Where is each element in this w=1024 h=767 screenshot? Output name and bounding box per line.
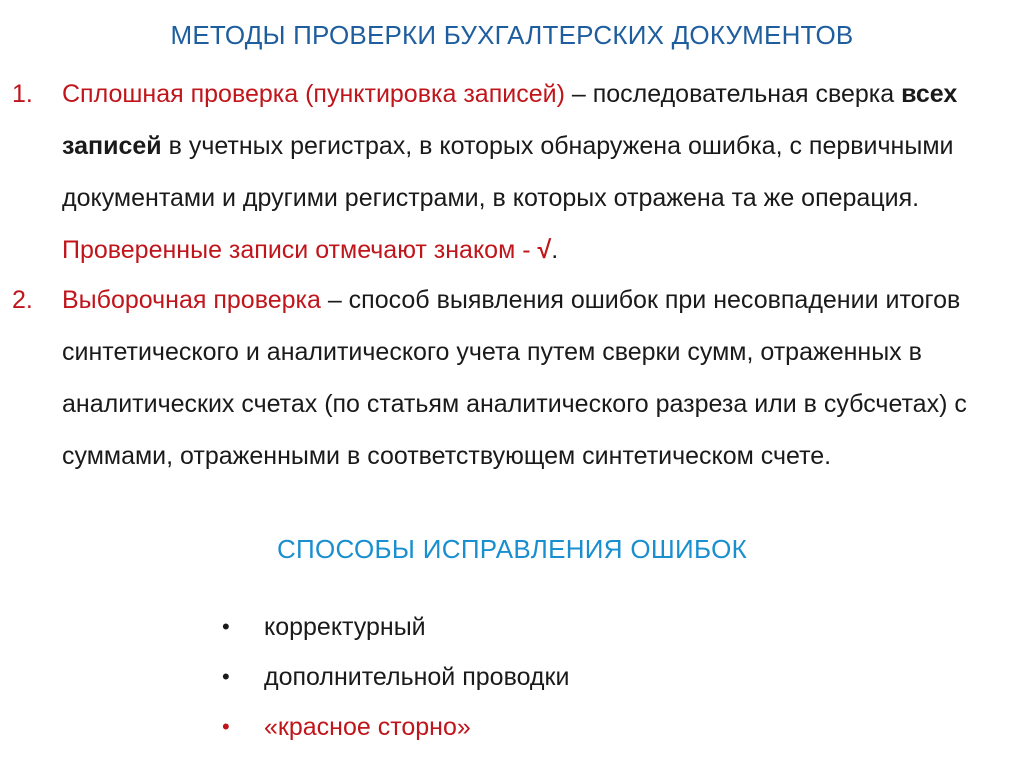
item-number: 1. — [12, 80, 33, 108]
slide-title: МЕТОДЫ ПРОВЕРКИ БУХГАЛТЕРСКИХ ДОКУМЕНТОВ — [170, 20, 854, 50]
list-item-label: корректурный — [264, 613, 426, 641]
item-text: – способ выявления ошибок при несовпадении итогов синтетического и аналитического учета путем сверки сумм, отраженных в аналитических счетах (по статьям аналитического разреза или в субсчетах) с суммами, отраженными в соответствующем синтетическом счете. — [62, 286, 967, 470]
item-text: в учетных регистрах, в которых обнаружена ошибка, с первичными документами и другими регистрами, в которых отражена та же операция. — [62, 132, 954, 212]
list-item — [222, 602, 922, 652]
item-body — [62, 274, 1012, 482]
item-number: 2. — [12, 286, 33, 314]
list-item — [222, 702, 922, 752]
bullet-icon: • — [222, 714, 230, 739]
list-item — [222, 652, 922, 702]
dash-text: – последовательная сверка — [564, 80, 902, 108]
list-item-label: «красное сторно» — [264, 713, 471, 741]
checkmark-icon: √ — [537, 236, 552, 264]
bold-emphasis: всех записей — [62, 80, 958, 160]
method-term: Выборочная проверка — [62, 286, 321, 314]
end-punct: . — [551, 236, 559, 264]
correction-methods-list — [222, 602, 922, 752]
bullet-icon: • — [222, 664, 230, 689]
item-body — [62, 68, 1012, 276]
bullet-icon: • — [222, 614, 230, 639]
list-item-label: дополнительной проводки — [264, 663, 570, 691]
section-subtitle: СПОСОБЫ ИСПРАВЛЕНИЯ ОШИБОК — [276, 534, 748, 564]
method-term: Сплошная проверка (пунктировка записей) — [62, 80, 565, 108]
note-text: Проверенные записи отмечают знаком - — [62, 236, 538, 264]
